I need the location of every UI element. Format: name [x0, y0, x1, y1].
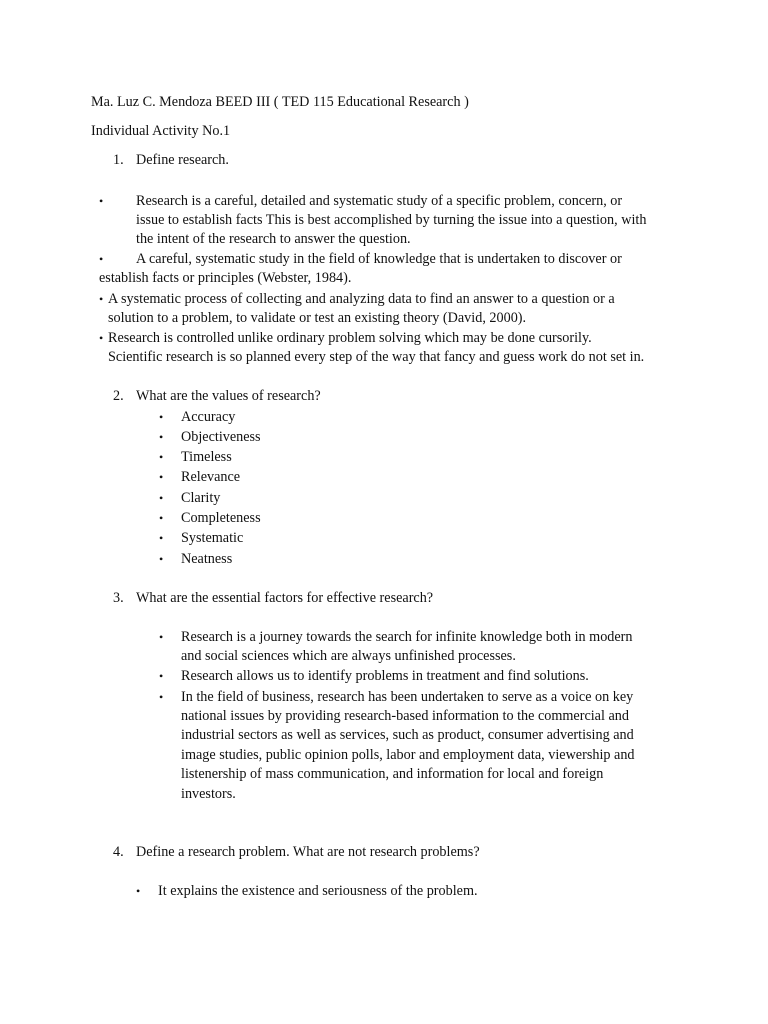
q2-bullet: • — [159, 430, 164, 444]
q2-bullet: • — [159, 450, 164, 464]
q2-value-item: Relevance — [181, 469, 241, 485]
q1-def1-line2: issue to establish facts This is best accomplished by turning the issue into a question, with — [136, 212, 647, 228]
activity-title: Individual Activity No.1 — [91, 123, 231, 139]
q1-number: 1. — [113, 152, 124, 168]
q3-bullet-2: • — [159, 669, 164, 683]
q2-value-item: Objectiveness — [181, 429, 261, 445]
q4-text: Define a research problem. What are not research problems? — [136, 844, 480, 860]
q2-bullet: • — [159, 511, 164, 525]
q1-bullet-4: • — [99, 331, 104, 345]
q1-bullet-2: • — [99, 252, 104, 266]
q3-item3-line1: In the field of business, research has been undertaken to serve as a voice on key — [181, 689, 634, 705]
q2-number: 2. — [113, 388, 124, 404]
q3-bullet-1: • — [159, 630, 164, 644]
q4-bullet-1: • — [136, 884, 141, 898]
q1-def1-line1: Research is a careful, detailed and systematic study of a specific problem, concern, or — [136, 193, 623, 209]
q2-text: What are the values of research? — [136, 388, 321, 404]
q3-item3-line4: image studies, public opinion polls, labor and employment data, viewership and — [181, 747, 635, 763]
q4-number: 4. — [113, 844, 124, 860]
q1-bullet-3: • — [99, 292, 104, 306]
q2-bullet: • — [159, 410, 164, 424]
q2-value-item: Timeless — [181, 449, 232, 465]
q3-item3-line5: listenership of mass communication, and information for local and foreign — [181, 766, 604, 782]
q1-def4-line1: Research is controlled unlike ordinary problem solving which may be done cursorily. — [108, 330, 592, 346]
q4-item1-line1: It explains the existence and seriousness of the problem. — [158, 883, 478, 899]
q1-def1-line3: the intent of the research to answer the question. — [136, 231, 411, 247]
q3-item2-line1: Research allows us to identify problems in treatment and find solutions. — [181, 668, 589, 684]
q1-def2-line2: establish facts or principles (Webster, 1984). — [99, 270, 352, 286]
q2-value-item: Accuracy — [181, 409, 236, 425]
q3-item1-line2: and social sciences which are always unfinished processes. — [181, 648, 516, 664]
q2-bullet: • — [159, 491, 164, 505]
header-line: Ma. Luz C. Mendoza BEED III ( TED 115 Educational Research ) — [91, 94, 469, 110]
q2-bullet: • — [159, 531, 164, 545]
q3-item1-line1: Research is a journey towards the search for infinite knowledge both in modern — [181, 629, 633, 645]
q1-def3-line2: solution to a problem, to validate or test an existing theory (David, 2000). — [108, 310, 527, 326]
q2-value-item: Clarity — [181, 490, 221, 506]
q2-value-item: Systematic — [181, 530, 244, 546]
q3-item3-line3: industrial sectors as well as services, such as product, consumer advertising and — [181, 727, 634, 743]
q3-bullet-3: • — [159, 690, 164, 704]
q2-bullet: • — [159, 552, 164, 566]
q1-text: Define research. — [136, 152, 229, 168]
q2-value-item: Completeness — [181, 510, 261, 526]
q1-def4-line2: Scientific research is so planned every step of the way that fancy and guess work do not set in. — [108, 349, 645, 365]
q1-bullet-1: • — [99, 194, 104, 208]
q3-number: 3. — [113, 590, 124, 606]
q3-item3-line2: national issues by providing research-based information to the commercial and — [181, 708, 629, 724]
q1-def2-line1: A careful, systematic study in the field of knowledge that is undertaken to discover or — [136, 251, 622, 267]
q3-text: What are the essential factors for effective research? — [136, 590, 434, 606]
q1-def3-line1: A systematic process of collecting and analyzing data to find an answer to a question or a — [108, 291, 615, 307]
q3-item3-line6: investors. — [181, 786, 236, 802]
q2-bullet: • — [159, 470, 164, 484]
q2-value-item: Neatness — [181, 551, 233, 567]
